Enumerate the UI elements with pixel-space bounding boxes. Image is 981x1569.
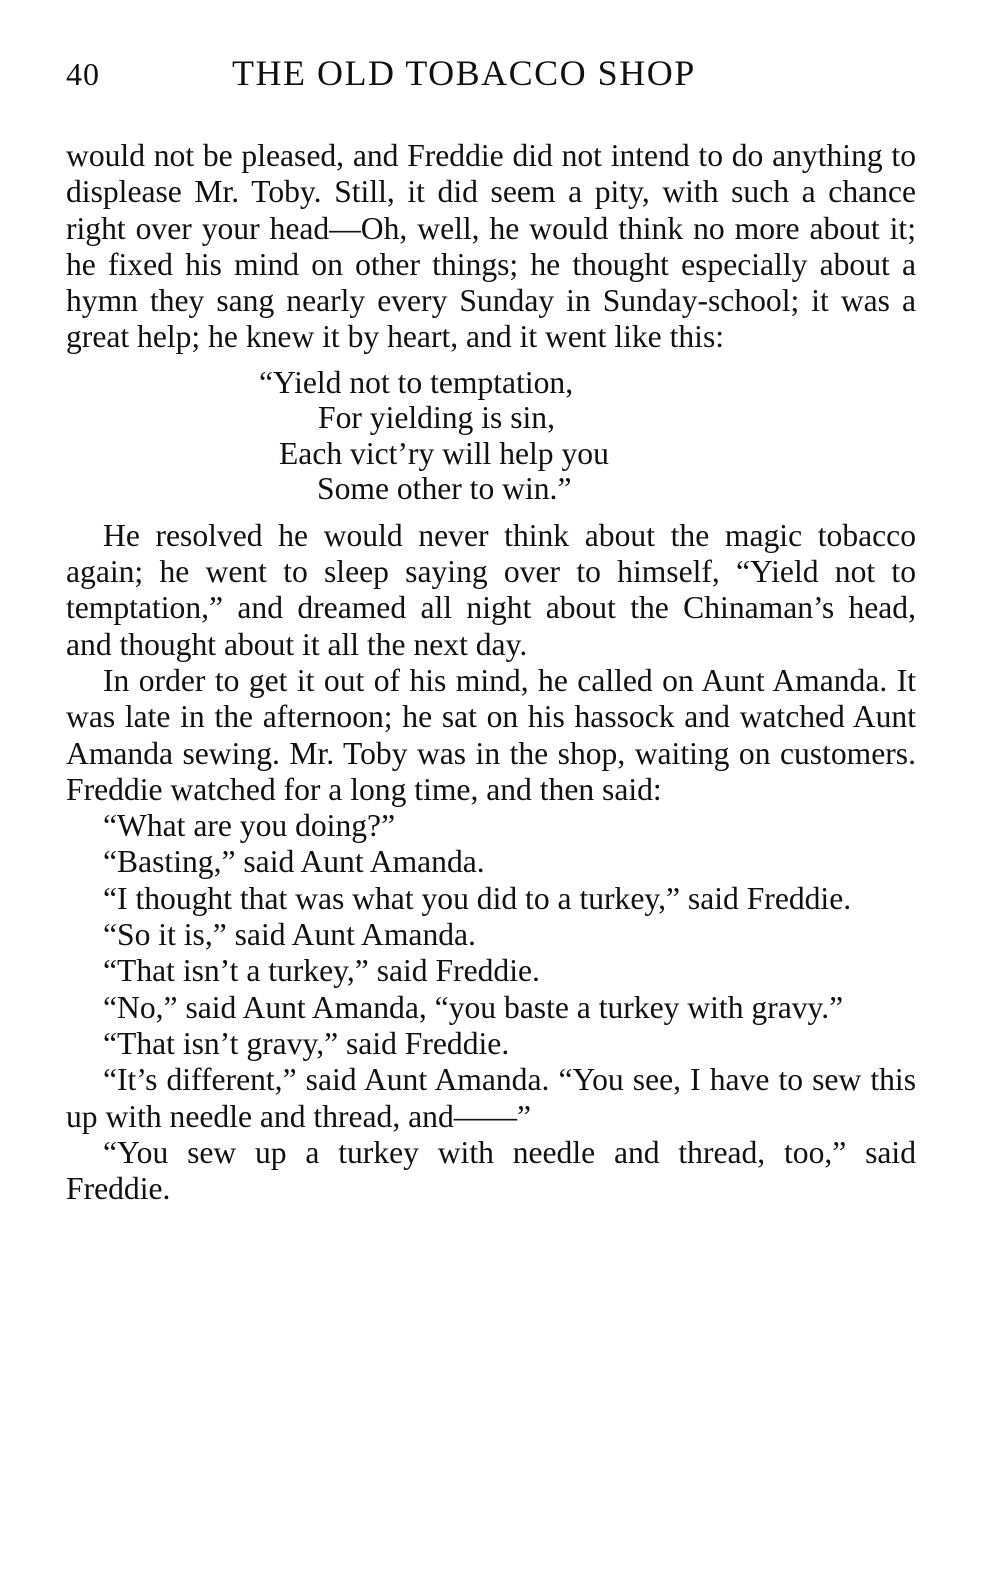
dialogue-line: “It’s different,” said Aunt Amanda. “You see, I have to sew this up with needle and thread, and——” xyxy=(66,1062,916,1134)
paragraph: In order to get it out of his mind, he called on Aunt Amanda. It was late in the afternoon; he sat on his hassock and watched Aunt Amanda sewing. Mr. Toby was in the shop, waiting on customers. Freddie watched for a long time, and then said: xyxy=(66,662,916,807)
page-number: 40 xyxy=(66,56,100,92)
running-title: THE OLD TOBACCO SHOP xyxy=(232,53,696,93)
book-page xyxy=(66,52,916,1207)
dialogue-line: “What are you doing?” xyxy=(103,808,396,844)
dialogue-line: “Basting,” said Aunt Amanda. xyxy=(103,844,485,880)
page-header xyxy=(66,52,916,102)
hymn-quote xyxy=(66,365,916,507)
paragraph: He resolved he would never think about the magic tobacco again; he went to sleep saying over to himself, “Yield not to temptation,” and dreamed all night about the Chinaman’s head, and thought about it all the next day. xyxy=(66,517,916,662)
dialogue-line: “That isn’t gravy,” said Freddie. xyxy=(103,1025,510,1061)
paragraph-continued: would not be pleased, and Freddie did not intend to do anything to displease Mr. Toby. Still, it did seem a pity, with such a chance right over your head—Oh, well, he would think no more about it; he fixed his mind on other things; he thought especially about a hymn they sang nearly every Sunday in Sunday-school; it was a great help; he knew it by heart, and it went like this: xyxy=(66,138,916,355)
dialogue-line: “No,” said Aunt Amanda, “you baste a turkey with gravy.” xyxy=(103,989,844,1025)
dialogue-line: “I thought that was what you did to a turkey,” said Freddie. xyxy=(103,880,852,916)
hymn-line-2: For yielding is sin, xyxy=(318,400,555,436)
dialogue-line: “That isn’t a turkey,” said Freddie. xyxy=(103,953,540,989)
hymn-line-3: Each vict’ry will help you xyxy=(279,435,609,471)
dialogue-line: “You sew up a turkey with needle and thread, too,” said Freddie. xyxy=(66,1134,916,1207)
body-text xyxy=(66,138,916,1207)
hymn-line-4: Some other to win.” xyxy=(317,471,572,507)
dialogue-line: “So it is,” said Aunt Amanda. xyxy=(103,917,476,953)
hymn-line-1: “Yield not to temptation, xyxy=(259,364,574,400)
